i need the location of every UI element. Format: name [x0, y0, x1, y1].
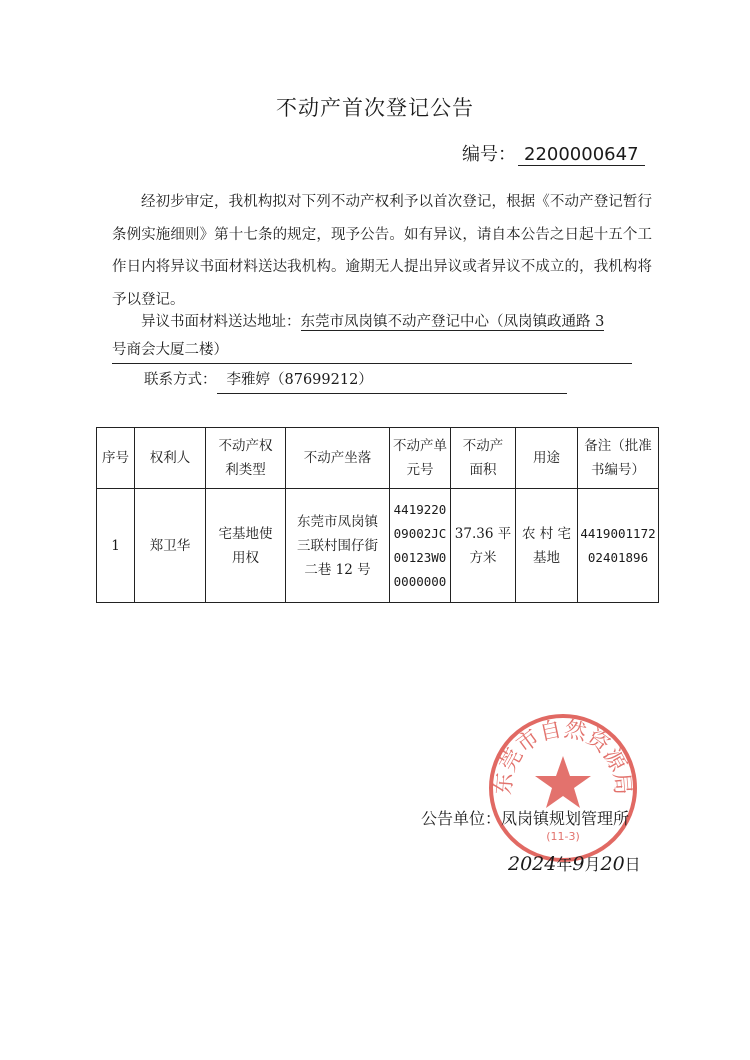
seal-star-icon: [535, 756, 591, 808]
cell-remark: 4419001172 02401896: [578, 489, 659, 603]
header-remark: 备注（批准 书编号）: [578, 428, 659, 489]
address-line-continued: [112, 338, 652, 364]
contact-value: 李雅婷（87699212）: [217, 368, 567, 394]
contact-line: [144, 368, 567, 394]
issuing-unit-name: 凤岗镇规划管理所: [501, 809, 630, 828]
cell-unit-no: 4419220 09002JC 00123W0 0000000: [390, 489, 451, 603]
registration-table: [96, 427, 659, 603]
issuing-unit-label: 公告单位：: [421, 809, 502, 828]
contact-label: 联系方式：: [144, 372, 217, 388]
header-owner: 权利人: [135, 428, 206, 489]
notice-body: 经初步审定，我机构拟对下列不动产权利予以首次登记，根据《不动产登记暂行条例实施细则》第十七条的规定，现予公告。如有异议，请自本公告之日起十五个工作日内将异议书面材料送达我机构。逾期无人提出异议或者异议不成立的，我机构将予以登记。: [112, 194, 652, 308]
cell-no: 1: [97, 489, 135, 603]
address-value-part2: 号商会大厦二楼）: [112, 338, 632, 364]
official-seal: [483, 708, 643, 868]
header-right-type: 不动产权 利类型: [206, 428, 286, 489]
date-month: 9: [572, 853, 585, 875]
doc-number-value: 2200000647: [518, 144, 645, 166]
address-value-part1: 东莞市凤岗镇不动产登记中心（凤岗镇政通路 3: [300, 314, 605, 330]
issuing-unit: [421, 806, 629, 829]
cell-area: 37.36 平 方米: [451, 489, 516, 603]
address-line: [112, 310, 652, 335]
date-year: 2024: [508, 853, 557, 875]
header-area: 不动产 面积: [451, 428, 516, 489]
page-title: 不动产首次登记公告: [276, 96, 474, 120]
doc-number-label: 编号：: [462, 144, 516, 165]
cell-right-type: 宅基地使 用权: [206, 489, 286, 603]
date-year-unit: 年: [556, 855, 573, 874]
issue-date: [508, 852, 641, 875]
date-day: 20: [600, 853, 625, 875]
seal-text-top: 东莞市自然资源局: [491, 716, 635, 796]
header-usage: 用途: [516, 428, 578, 489]
date-month-unit: 月: [584, 855, 601, 874]
cell-location: 东莞市凤岗镇 三联村围仔街 二巷 12 号: [286, 489, 390, 603]
cell-usage: 农 村 宅 基地: [516, 489, 578, 603]
cell-owner: 郑卫华: [135, 489, 206, 603]
address-label: 异议书面材料送达地址：: [141, 314, 301, 330]
date-day-unit: 日: [624, 855, 641, 874]
header-no: 序号: [97, 428, 135, 489]
doc-number: [462, 140, 645, 166]
header-location: 不动产坐落: [286, 428, 390, 489]
seal-text-bottom: (11-3): [546, 830, 580, 843]
table-row: [97, 489, 659, 603]
table-header-row: [97, 428, 659, 489]
header-unit-no: 不动产单 元号: [390, 428, 451, 489]
